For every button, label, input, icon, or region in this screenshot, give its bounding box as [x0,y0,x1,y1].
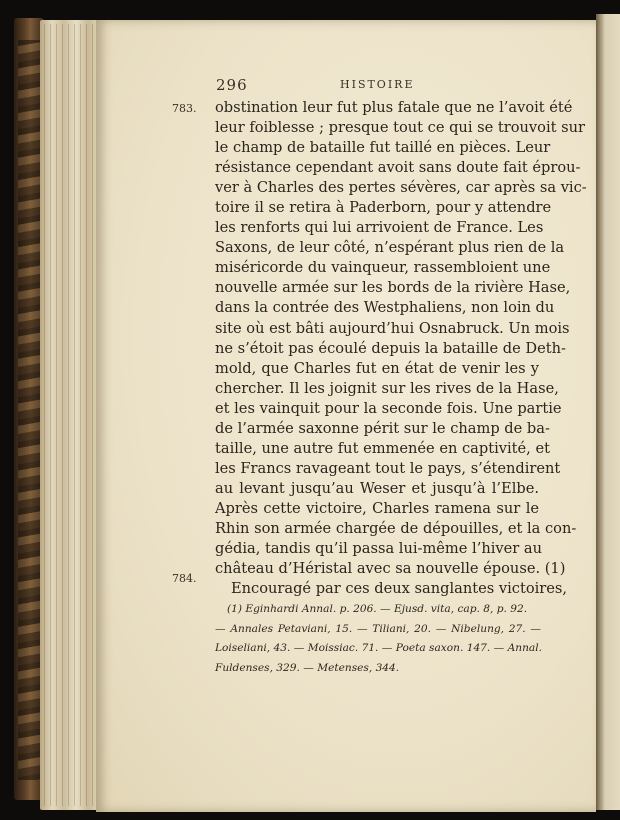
text-line: site où est bâti aujourd’hui Osnabruck. Un mois [215,319,570,337]
text-line: ne s’étoit pas écoulé depuis la bataille de Deth- [215,339,566,357]
text-line: de l’armée saxonne périt sur le champ de ba- [215,419,550,437]
footnotes [215,600,541,678]
text-line: château d’Héristal avec sa nouvelle épouse. (1) [215,560,566,578]
text-line: nouvelle armée sur les bords de la rivière Hase, [215,279,571,297]
text-line: chercher. Il les joignit sur les rives de la Hase, [215,379,559,397]
margin-year-783: 783. [172,102,197,115]
footnote-line: Loiseliani, 43. — Moissiac. 71. — Poeta saxon. 147. — Annal. [215,642,542,654]
text-line: Saxons, de leur côté, n’espérant plus rien de la [215,239,565,257]
text-line: dans la contrée des Westphaliens, non loin du [215,299,555,317]
text-line: au levant jusqu’au Weser et jusqu’à l’Elbe. [215,479,539,497]
margin-year-784: 784. [172,572,197,585]
text-line: obstination leur fut plus fatale que ne l’avoit été [215,99,573,116]
text-line: les Francs ravageant tout le pays, s’étendirent [215,459,561,477]
footnote-line: Fuldenses, 329. — Metenses, 344. [215,661,400,674]
text-line: gédia, tandis qu’il passa lui-même l’hiver au [215,540,543,558]
page-edge-lines [44,24,98,806]
text-line: mold, que Charles fut en état de venir les y [215,359,539,377]
running-title: HISTOIRE [340,78,415,91]
footnote-line: — Annales Petaviani, 15. — Tiliani, 20. — Nibelung, 27. — [215,622,541,635]
text-line: leur foiblesse ; presque tout ce qui se trouvoit sur [215,119,585,137]
text-line: Après cette victoire, Charles ramena sur le [215,499,539,517]
text-line: et les vainquit pour la seconde fois. Une partie [215,399,562,417]
text-line: le champ de bataille fut taillé en pièces. Leur [215,139,551,157]
marbled-cover-edge [18,40,40,780]
text-line: miséricorde du vainqueur, rassembloient une [215,259,551,277]
text-line: résistance cependant avoit sans doute fait éprou- [215,159,581,177]
text-line: taille, une autre fut emmenée en captivité, et [215,439,550,457]
body-text [215,98,587,599]
text-line: toire il se retira à Paderborn, pour y attendre [215,199,552,217]
page-number: 296 [216,76,248,94]
facing-page-edge [596,14,620,810]
text-line: Encouragé par ces deux sanglantes victoires, [231,580,568,598]
text-line: ver à Charles des pertes sévères, car après sa vic- [215,179,587,197]
footnote-line: (1) Eginhardi Annal. p. 206. — Ejusd. vita, cap. 8, p. 92. [227,603,528,615]
page-header [216,76,536,96]
text-line: les renforts qui lui arrivoient de France. Les [215,219,544,237]
text-line: Rhin son armée chargée de dépouilles, et la con- [215,519,577,537]
